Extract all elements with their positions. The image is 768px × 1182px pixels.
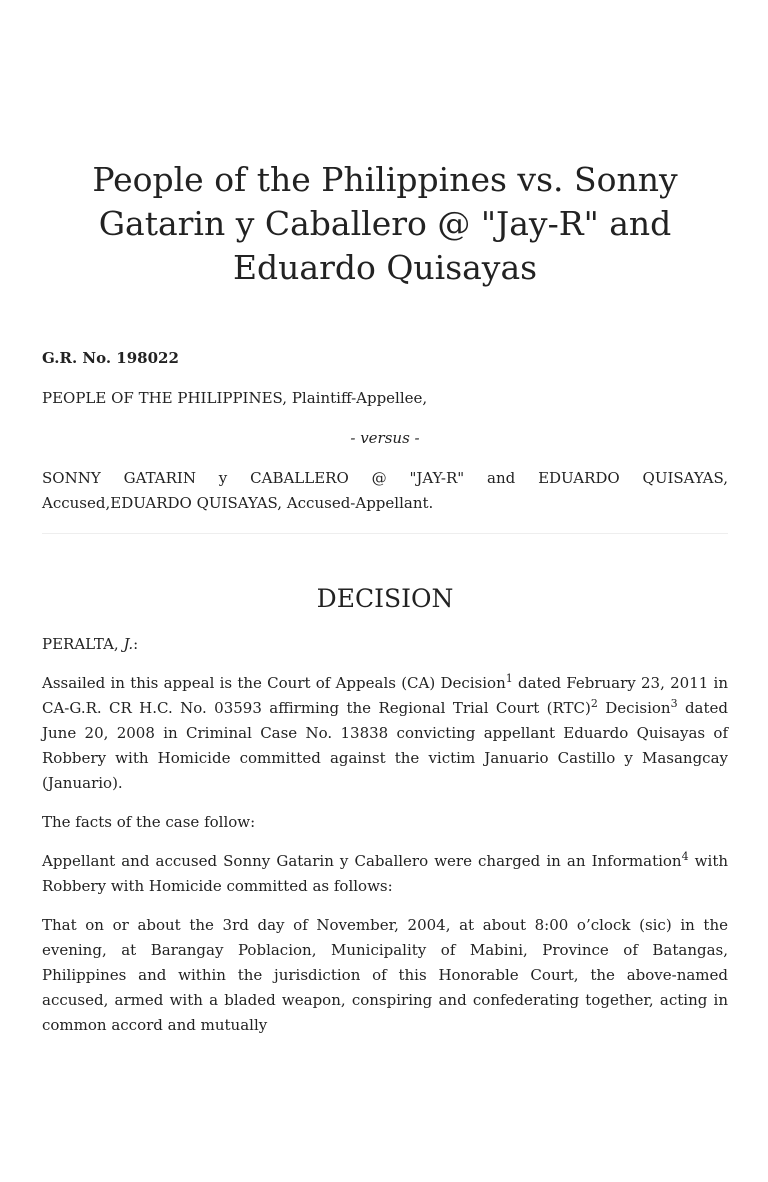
footnote-ref-3[interactable]: 3 (670, 697, 678, 710)
paragraph-text: dated June 20, 2008 in Criminal Case No. 13838 convicting appellant Eduardo Quisayas of Robbery with Homicide committed against the victim Januario Castillo y Masangcay (Januario). (42, 699, 728, 792)
document-page (0, 158, 768, 1182)
ponente-name: PERALTA, (42, 635, 124, 653)
ponente-suffix: : (133, 635, 139, 653)
section-divider (42, 533, 728, 534)
versus-line: - versus - (350, 429, 420, 447)
paragraph-1 (42, 671, 728, 796)
paragraph-text: Assailed in this appeal is the Court of Appeals (CA) Decision (42, 674, 506, 692)
plaintiff-line: PEOPLE OF THE PHILIPPINES, Plaintiff-Appellee, (42, 389, 428, 407)
paragraph-text: dated February 23, 2011 in CA-G.R. CR H.C. No. 03593 affirming the Regional Trial Court (RTC) (42, 674, 728, 717)
paragraph-2: The facts of the case follow: (42, 813, 256, 831)
decision-body (42, 632, 728, 1038)
footnote-ref-4[interactable]: 4 (681, 850, 689, 863)
paragraph-4: That on or about the 3rd day of November, 2004, at about 8:00 o’clock (sic) in the evening, at Barangay Poblacion, Municipality of Mabini, Province of Batangas, Philippines and within the jurisdiction of this Honorable Court, the above-named accused, armed with a bladed weapon, conspiring and confederating together, acting in common accord and mutually (42, 916, 728, 1034)
ponente-line (42, 632, 728, 657)
paragraph-text: with Robbery with Homicide committed as follows: (42, 852, 729, 895)
case-caption (42, 346, 728, 516)
footnote-ref-1[interactable]: 1 (505, 672, 513, 685)
paragraph-text: Decision (597, 699, 671, 717)
document-title: People of the Philippines vs. Sonny Gatarin y Caballero @ "Jay-R" and Eduardo Quisayas (92, 160, 678, 287)
paragraph-text: Appellant and accused Sonny Gatarin y Caballero were charged in an Information (42, 852, 682, 870)
ponente-title: J. (123, 635, 134, 653)
footnote-ref-2[interactable]: 2 (590, 697, 598, 710)
gr-number: G.R. No. 198022 (42, 349, 179, 367)
decision-heading: DECISION (316, 584, 454, 613)
paragraph-3 (42, 849, 728, 899)
accused-line: SONNY GATARIN y CABALLERO @ "JAY-R" and EDUARDO QUISAYAS, Accused,EDUARDO QUISAYAS, Accused-Appellant. (42, 469, 728, 512)
